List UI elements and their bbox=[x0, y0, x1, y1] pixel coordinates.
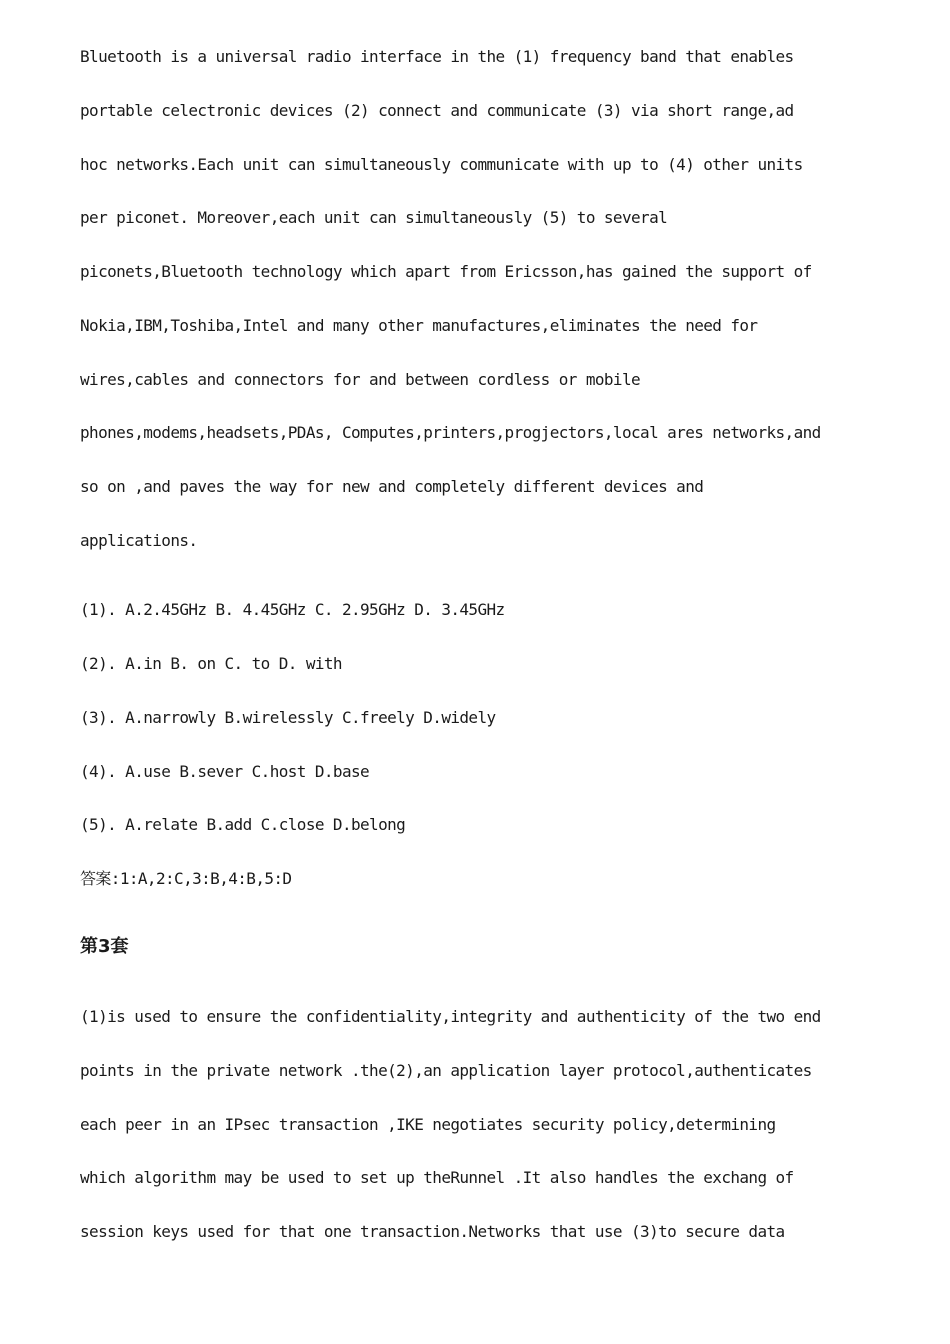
passage1-line: hoc networks.Each unit can simultaneously communicate with up to (4) other units bbox=[80, 155, 803, 174]
passage2-line: session keys used for that one transaction.Networks that use (3)to secure data bbox=[80, 1222, 785, 1241]
answer-key: 答案:1:A,2:C,3:B,4:B,5:D bbox=[80, 869, 292, 888]
passage1-line: so on ,and paves the way for new and completely different devices and bbox=[80, 477, 704, 496]
passage1-line: piconets,Bluetooth technology which apart from Ericsson,has gained the support of bbox=[80, 262, 812, 281]
question-4: (4). A.use B.sever C.host D.base bbox=[80, 762, 370, 781]
question-5: (5). A.relate B.add C.close D.belong bbox=[80, 815, 406, 834]
passage1-line: portable celectronic devices (2) connect and communicate (3) via short range,ad bbox=[80, 101, 794, 120]
passage1-line: Nokia,IBM,Toshiba,Intel and many other manufactures,eliminates the need for bbox=[80, 316, 758, 335]
passage1-line: Bluetooth is a universal radio interface in the (1) frequency band that enables bbox=[80, 47, 794, 66]
passage2-line: which algorithm may be used to set up theRunnel .It also handles the exchang of bbox=[80, 1168, 794, 1187]
question-1: (1). A.2.45GHz B. 4.45GHz C. 2.95GHz D. 3.45GHz bbox=[80, 600, 505, 619]
passage1-line: wires,cables and connectors for and between cordless or mobile bbox=[80, 370, 641, 389]
passage2-line: (1)is used to ensure the confidentiality,integrity and authenticity of the two end bbox=[80, 1007, 821, 1026]
passage1-line: per piconet. Moreover,each unit can simultaneously (5) to several bbox=[80, 208, 668, 227]
question-3: (3). A.narrowly B.wirelessly C.freely D.widely bbox=[80, 708, 496, 727]
question-2: (2). A.in B. on C. to D. with bbox=[80, 654, 342, 673]
passage2-line: points in the private network .the(2),an application layer protocol,authenticates bbox=[80, 1061, 812, 1080]
passage1-line: applications. bbox=[80, 531, 198, 550]
passage2-line: each peer in an IPsec transaction ,IKE negotiates security policy,determining bbox=[80, 1115, 776, 1134]
section-heading: 第3套 bbox=[80, 936, 129, 957]
passage1-line: phones,modems,headsets,PDAs, Computes,printers,progjectors,local ares networks,and bbox=[80, 423, 821, 442]
